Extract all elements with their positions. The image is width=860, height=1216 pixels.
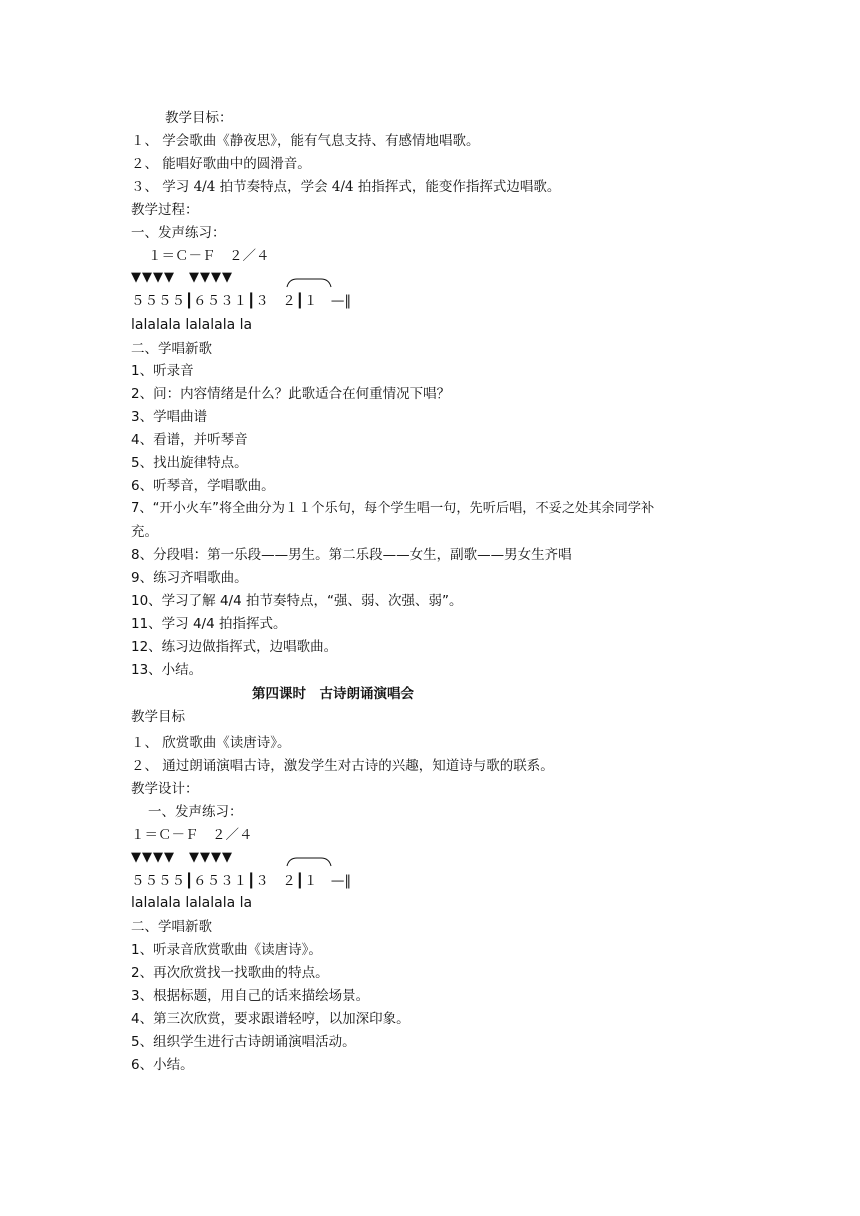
list-item: 8、分段唱：第一乐段——男生。第二乐段——女生，副歌——男女生齐唱 — [131, 547, 572, 563]
warmup-title: 一、发声练习： — [131, 225, 226, 241]
design-title: 教学设计： — [131, 781, 199, 797]
list-item: 1、听录音 — [131, 363, 194, 379]
list-item: 13、小结。 — [131, 662, 203, 678]
key-signature: １＝Ｃ－Ｆ ２／４ — [148, 248, 270, 264]
key-signature: １＝Ｃ－Ｆ ２／４ — [131, 827, 253, 843]
list-item: 10、学习了解 4/4 拍节奏特点，“强、弱、次强、弱”。 — [131, 593, 463, 609]
goal-item: １、 欣赏歌曲《读唐诗》。 — [131, 735, 291, 751]
goal-item: ３、 学习 4/4 拍节奏特点，学会 4/4 拍指挥式，能变作指挥式边唱歌。 — [131, 179, 561, 195]
process-title: 教学过程： — [131, 202, 199, 218]
list-item: 11、学习 4/4 拍指挥式。 — [131, 616, 287, 632]
slur-mark — [285, 277, 333, 289]
jianpu-notation: ５５５５┃６５３１┃３ ２┃１ —‖ — [131, 873, 352, 889]
list-item: 9、练习齐唱歌曲。 — [131, 570, 248, 586]
jianpu-notation: ５５５５┃６５３１┃３ ２┃１ —‖ — [131, 293, 352, 309]
warmup-title: 一、发声练习： — [148, 804, 243, 820]
slur-mark — [285, 856, 333, 868]
list-item: 6、小结。 — [131, 1057, 194, 1073]
goals-title: 教学目标： — [165, 110, 233, 126]
goals-title: 教学目标 — [131, 709, 185, 725]
accent-marks: ▼▼▼▼ ▼▼▼▼ — [131, 270, 233, 285]
list-item: 2、问：内容情绪是什么？此歌适合在何重情况下唱？ — [131, 386, 451, 402]
list-item: 1、听录音欣赏歌曲《读唐诗》。 — [131, 942, 322, 958]
list-item: 3、学唱曲谱 — [131, 409, 208, 425]
newsong-title: 二、学唱新歌 — [131, 341, 212, 357]
goal-item: １、 学会歌曲《静夜思》，能有气息支持、有感情地唱歌。 — [131, 133, 480, 149]
lyrics: lalalala lalalala la — [131, 895, 253, 911]
list-item-continued: 充。 — [131, 524, 158, 540]
list-item: 6、听琴音，学唱歌曲。 — [131, 478, 275, 494]
accent-marks: ▼▼▼▼ ▼▼▼▼ — [131, 850, 233, 865]
list-item: 7、“开小火车”将全曲分为１１个乐句，每个学生唱一句，先听后唱，不妥之处其余同学补 — [131, 501, 655, 516]
list-item: 5、组织学生进行古诗朗诵演唱活动。 — [131, 1034, 356, 1050]
list-item: 4、看谱，并听琴音 — [131, 432, 248, 448]
list-item: 5、找出旋律特点。 — [131, 455, 248, 471]
lyrics: lalalala lalalala la — [131, 317, 253, 333]
newsong-title: 二、学唱新歌 — [131, 919, 212, 935]
list-item: 3、根据标题，用自己的话来描绘场景。 — [131, 988, 370, 1004]
goal-item: ２、 通过朗诵演唱古诗，激发学生对古诗的兴趣，知道诗与歌的联系。 — [131, 758, 554, 774]
lesson-heading: 第四课时 古诗朗诵演唱会 — [252, 686, 414, 702]
list-item: 4、第三次欣赏，要求跟谱轻哼，以加深印象。 — [131, 1011, 410, 1027]
list-item: 12、练习边做指挥式，边唱歌曲。 — [131, 639, 338, 655]
goal-item: ２、 能唱好歌曲中的圆滑音。 — [131, 156, 311, 172]
list-item: 2、再次欣赏找一找歌曲的特点。 — [131, 965, 329, 981]
